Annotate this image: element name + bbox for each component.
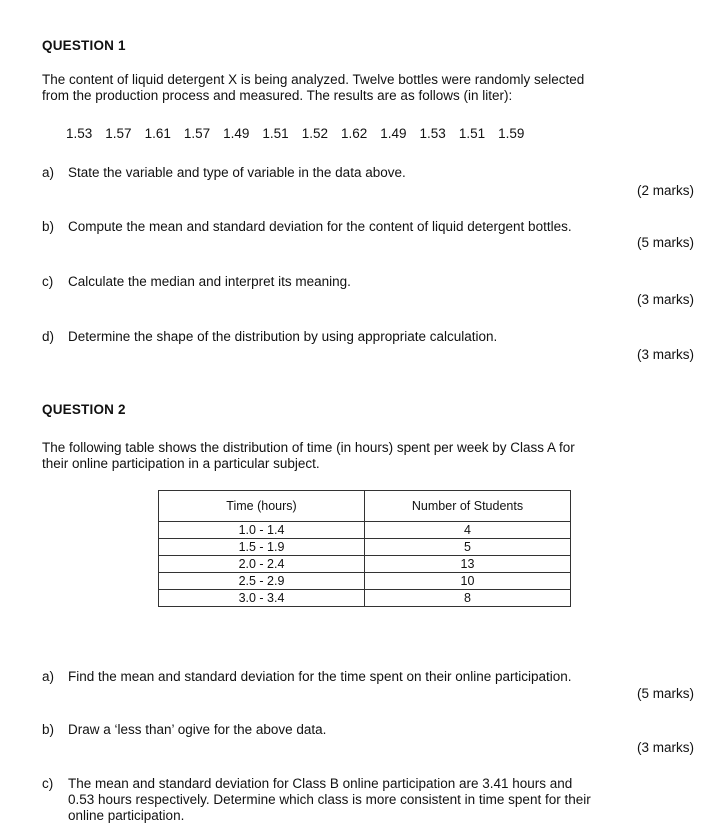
part-text-line: 0.53 hours respectively. Determine which class is more consistent in time spent for their: [68, 792, 591, 807]
table-cell: 1.5 - 1.9: [159, 539, 365, 556]
part-text: Calculate the median and interpret its meaning.: [68, 274, 351, 289]
part-label: b): [42, 219, 55, 234]
data-value: 1.59: [498, 126, 525, 141]
question-1-part-b: [42, 219, 572, 234]
part-text: Determine the shape of the distribution by using appropriate calculation.: [68, 329, 498, 344]
part-text-line: The mean and standard deviation for Class B online participation are 3.41 hours and: [68, 776, 573, 791]
part-label: d): [42, 329, 55, 344]
question-1-intro: [42, 72, 584, 104]
question-1-heading: QUESTION 1: [42, 38, 126, 53]
part-label: b): [42, 722, 55, 737]
table-header: Time (hours): [159, 491, 365, 522]
table-cell: 2.0 - 2.4: [159, 556, 365, 573]
question-1-part-c: [42, 274, 351, 289]
part-label: c): [42, 274, 54, 289]
data-value: 1.52: [301, 126, 328, 141]
data-value: 1.57: [105, 126, 132, 141]
question-1-part-d: [42, 329, 497, 344]
question-2-part-b: [42, 722, 326, 737]
question-2-part-c: [42, 776, 591, 824]
question-1-part-a: [42, 165, 406, 180]
table-cell: 5: [365, 539, 571, 556]
table-cell: 2.5 - 2.9: [159, 573, 365, 590]
table-cell: 4: [365, 522, 571, 539]
question-1-intro-line: from the production process and measured. The results are as follows (in liter):: [42, 88, 513, 103]
part-label: c): [42, 776, 54, 791]
table-cell: 8: [365, 590, 571, 607]
data-value: 1.53: [66, 126, 93, 141]
question-2-intro-line: their online participation in a particular subject.: [42, 456, 320, 471]
part-marks: (5 marks): [637, 686, 694, 701]
part-marks: (3 marks): [637, 292, 694, 307]
data-value: 1.53: [419, 126, 446, 141]
part-marks: (2 marks): [637, 183, 694, 198]
table-cell: 13: [365, 556, 571, 573]
question-2-part-a: [42, 669, 572, 684]
table-row: [159, 590, 571, 607]
data-value: 1.51: [262, 126, 289, 141]
part-label: a): [42, 669, 55, 684]
table-row: [159, 573, 571, 590]
time-distribution-table: [158, 490, 571, 607]
part-text: Find the mean and standard deviation for the time spent on their online participation.: [68, 669, 572, 684]
question-2-intro-line: The following table shows the distribution of time (in hours) spent per week by Class A for: [42, 440, 575, 455]
part-text-line: online participation.: [68, 808, 185, 823]
part-marks: (3 marks): [637, 347, 694, 362]
part-marks: (5 marks): [637, 235, 694, 250]
data-value: 1.49: [380, 126, 407, 141]
table-cell: 3.0 - 3.4: [159, 590, 365, 607]
detergent-values: [66, 126, 537, 141]
part-text: Compute the mean and standard deviation for the content of liquid detergent bottles.: [68, 219, 572, 234]
part-label: a): [42, 165, 55, 180]
data-value: 1.61: [144, 126, 171, 141]
question-1-intro-line: The content of liquid detergent X is being analyzed. Twelve bottles were randomly selected: [42, 72, 585, 87]
question-2-heading: QUESTION 2: [42, 402, 126, 417]
data-value: 1.51: [458, 126, 486, 141]
part-marks: (3 marks): [637, 740, 694, 755]
table-row: [159, 539, 571, 556]
table-header: Number of Students: [365, 491, 571, 522]
part-text: Draw a ‘less than’ ogive for the above data.: [68, 722, 327, 737]
table-header-row: [159, 491, 571, 522]
data-value: 1.57: [183, 126, 211, 141]
data-value: 1.62: [340, 126, 368, 141]
table-cell: 10: [365, 573, 571, 590]
part-text: State the variable and type of variable in the data above.: [68, 165, 406, 180]
table-row: [159, 522, 571, 539]
table-cell: 1.0 - 1.4: [159, 522, 365, 539]
question-2-intro: [42, 440, 575, 472]
table-row: [159, 556, 571, 573]
data-value: 1.49: [223, 126, 250, 141]
